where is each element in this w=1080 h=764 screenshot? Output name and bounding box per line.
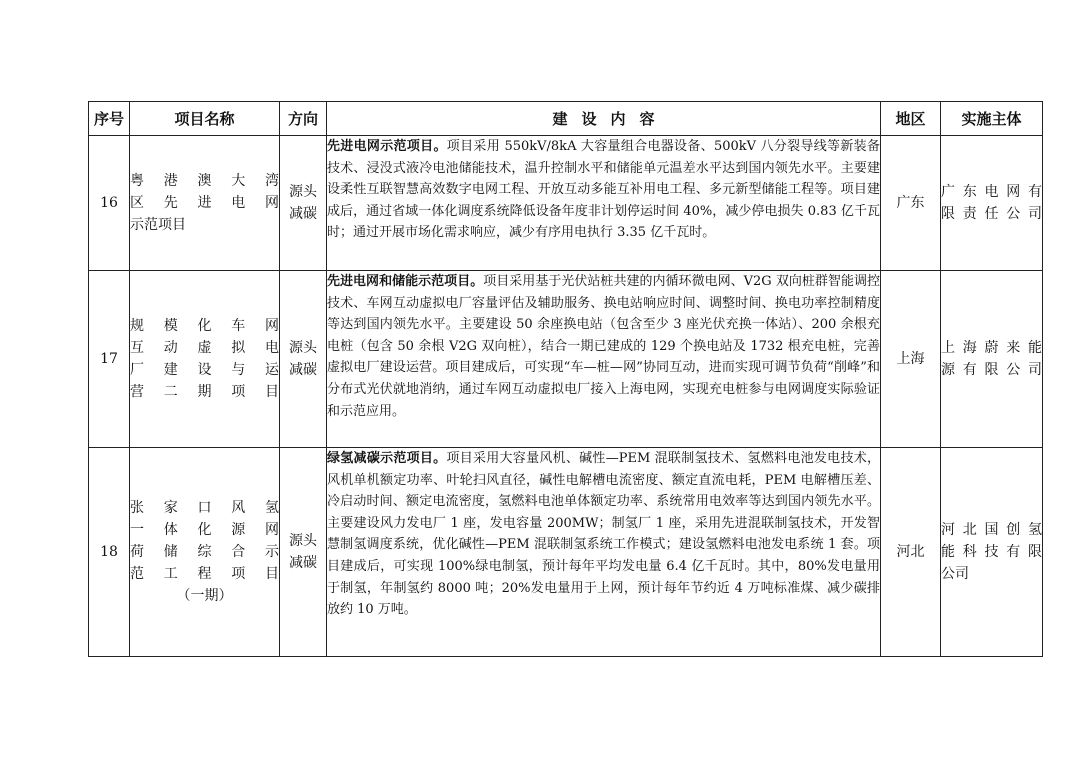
row-region: 河北 <box>881 448 941 657</box>
row-entity <box>941 448 1043 657</box>
row-entity <box>941 136 1043 271</box>
row-region: 上海 <box>881 271 941 448</box>
name-line: 规模化车网 <box>130 318 279 334</box>
row-project-name <box>130 448 280 657</box>
direction-line: 减碳 <box>289 555 317 571</box>
content-title: 先进电网和储能示范项目。 <box>327 274 484 289</box>
row-direction <box>280 448 327 657</box>
table-row <box>89 136 1043 271</box>
header-region: 地区 <box>881 102 941 136</box>
row-direction <box>280 136 327 271</box>
name-line: 一体化源网 <box>130 522 279 538</box>
entity-line: 河北国创氢 <box>941 522 1042 538</box>
direction-line: 减碳 <box>289 362 317 378</box>
header-row <box>89 102 1043 136</box>
header-entity: 实施主体 <box>941 102 1043 136</box>
row-entity <box>941 271 1043 448</box>
project-table <box>88 101 1043 657</box>
content-title: 先进电网示范项目。 <box>327 139 447 154</box>
row-project-name <box>130 136 280 271</box>
row-content <box>327 448 881 657</box>
direction-line: 源头 <box>289 184 317 200</box>
row-region: 广东 <box>881 136 941 271</box>
header-direction: 方向 <box>280 102 327 136</box>
direction-line: 源头 <box>289 533 317 549</box>
entity-line: 广东电网有 <box>941 184 1042 200</box>
content-body: 项目采用基于光伏站桩共建的内循环微电网、V2G 双向桩群智能调控技术、车网互动虚拟电厂容量评估及辅助服务、换电站响应时间、调整时间、换电功率控制精度等达到国内领先水平。主要建设 50 余座换电站（包含至少 3 座光伏充换一体站）、200 余根充电桩（包含 50 余根 V2G 双向桩），结合一期已建成的 129 个换电站及 1732 根充电桩，完善虚拟电厂建设运营。项目建成后，可实现“车—桩—网”协同互动，进而实现可调节负荷“削峰”和分布式光伏就地消纳，通过车网互动虚拟电厂接入上海电网，实现充电桩参与电网调度实际验证和示范应用。 <box>327 274 880 419</box>
header-content: 建设内容 <box>327 102 881 136</box>
row-content <box>327 271 881 448</box>
row-no: 17 <box>89 271 130 448</box>
entity-line: 能科技有限 <box>941 544 1042 560</box>
entity-line: 源有限公司 <box>941 362 1042 378</box>
name-line: （一期） <box>176 588 233 604</box>
row-project-name <box>130 271 280 448</box>
name-line: 示范项目 <box>130 217 186 233</box>
name-line: 范工程项目 <box>130 566 279 582</box>
row-no: 16 <box>89 136 130 271</box>
entity-line: 上海蔚来能 <box>941 340 1042 356</box>
entity-line: 限责任公司 <box>941 206 1042 222</box>
name-line: 营二期项目 <box>130 384 279 400</box>
name-line: 厂建设与运 <box>130 362 279 378</box>
name-line: 粤港澳大湾 <box>130 173 279 189</box>
row-direction <box>280 271 327 448</box>
direction-line: 减碳 <box>289 206 317 222</box>
row-no: 18 <box>89 448 130 657</box>
header-name: 项目名称 <box>130 102 280 136</box>
name-line: 区先进电网 <box>130 195 279 211</box>
content-body: 项目采用大容量风机、碱性—PEM 混联制氢技术、氢燃料电池发电技术，风机单机额定功率、叶轮扫风直径，碱性电解槽电流密度、额定直流电耗，PEM 电解槽压差、冷启动时间、额定电流密度，氢燃料电池单体额定功率、系统常用电效率等达到国内领先水平。主要建设风力发电厂 1 座，发电容量 200MW；制氢厂 1 座，采用先进混联制氢技术，开发智慧制氢调度系统，优化碱性—PEM 混联制氢系统工作模式；建设氢燃料电池发电系统 1 套。项目建成后，可实现 100%绿电制氢，预计每年平均发电量 6.4 亿千瓦时。其中，80%发电量用于制氢，年制氢约 8000 吨；20%发电量用于上网，预计每年节约近 4 万吨标准煤、减少碳排放约 10 万吨。 <box>327 451 880 618</box>
direction-line: 源头 <box>289 340 317 356</box>
header-no: 序号 <box>89 102 130 136</box>
entity-line: 公司 <box>941 566 969 582</box>
content-title: 绿氢减碳示范项目。 <box>327 451 447 466</box>
name-line: 张家口风氢 <box>130 500 279 516</box>
name-line: 互动虚拟电 <box>130 340 279 356</box>
name-line: 荷储综合示 <box>130 544 279 560</box>
table-row <box>89 271 1043 448</box>
row-content <box>327 136 881 271</box>
table-row <box>89 448 1043 657</box>
content-body: 项目采用 550kV/8kA 大容量组合电器设备、500kV 八分裂导线等新装备技术、浸没式液冷电池储能技术，温升控制水平和储能单元温差水平达到国内领先水平。主要建设柔性互联智慧高效数字电网工程、开放互动多能互补用电工程、多元新型储能工程等。项目建成后，通过省域一体化调度系统降低设备年度非计划停运时间 40%，减少停电损失 0.83 亿千瓦时；通过开展市场化需求响应，减少有序用电执行 3.35 亿千瓦时。 <box>327 139 880 241</box>
